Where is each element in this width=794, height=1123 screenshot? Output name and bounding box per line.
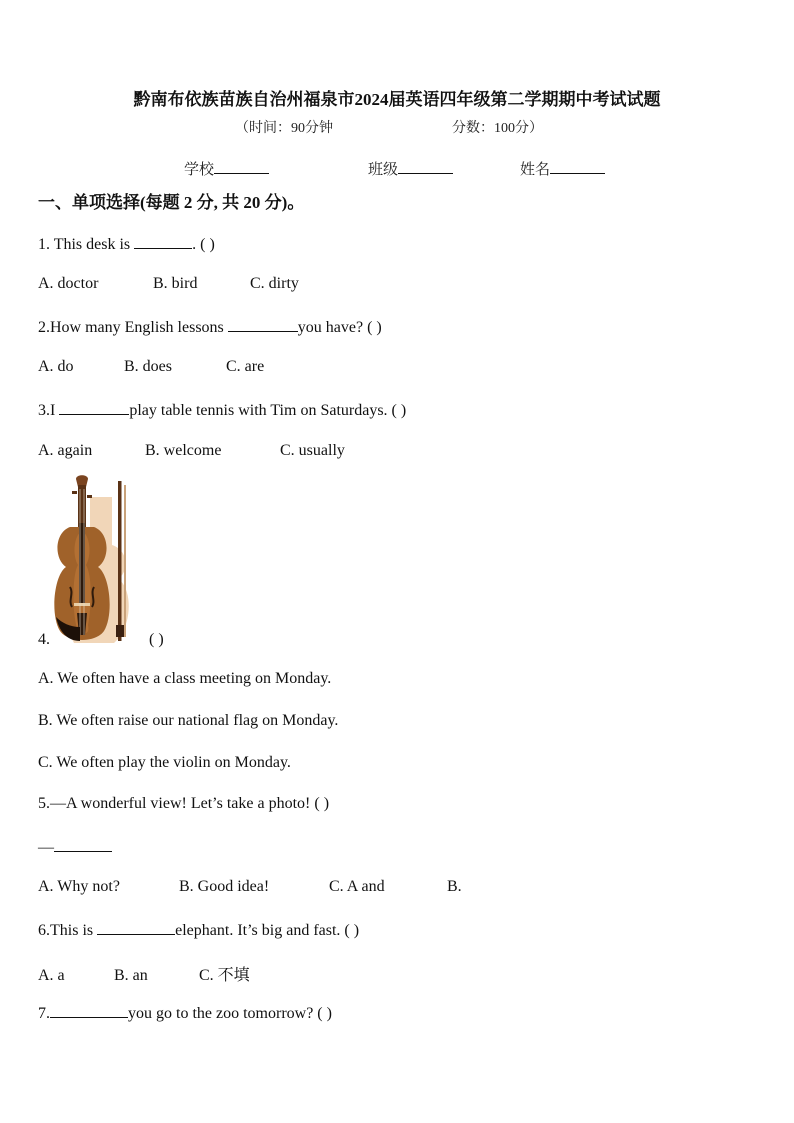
options-3	[38, 442, 345, 460]
page-title: 黔南布依族苗族自治州福泉市2024届英语四年级第二学期期中考试试题	[133, 90, 661, 109]
question-2: 2.How many English lessons you have? ( )	[38, 319, 382, 336]
class-label: 班级	[368, 162, 399, 178]
option-a[interactable]: A. a	[38, 967, 65, 984]
option-c[interactable]: C. dirty	[250, 275, 299, 292]
option-b[interactable]: B. welcome	[145, 442, 222, 459]
name-field[interactable]	[520, 158, 605, 179]
option-b[interactable]: B. Good idea!	[179, 878, 270, 895]
question-1: 1. This desk is . ( )	[38, 236, 215, 253]
option-c[interactable]: C. We often play the violin on Monday.	[38, 754, 291, 771]
answer-paren[interactable]: ( )	[367, 319, 382, 336]
answer-paren[interactable]: ( )	[149, 631, 164, 648]
school-label: 学校	[184, 162, 215, 178]
answer-line: —	[38, 837, 112, 857]
class-field[interactable]	[368, 158, 453, 179]
options-2	[38, 358, 264, 376]
class-blank[interactable]	[398, 159, 453, 174]
answer-paren[interactable]: ( )	[314, 795, 330, 812]
option-a[interactable]: A. Why not?	[38, 878, 120, 895]
question-5: 5.—A wonderful view! Let’s take a photo! ( )	[38, 795, 330, 812]
options-5	[38, 878, 462, 896]
option-b[interactable]: B. bird	[153, 275, 198, 292]
answer-blank[interactable]	[50, 1003, 128, 1018]
answer-paren[interactable]: ( )	[391, 402, 407, 419]
option-a[interactable]: A. do	[38, 358, 74, 375]
violin-icon	[50, 475, 150, 647]
answer-blank[interactable]	[134, 234, 192, 249]
answer-blank[interactable]	[54, 837, 112, 852]
section-heading: 一、单项选择(每题 2 分, 共 20 分)。	[38, 193, 305, 212]
option-c-continued[interactable]: B.	[447, 878, 462, 895]
question-3: 3.I play table tennis with Tim on Saturdays. ( )	[38, 402, 407, 419]
option-a[interactable]: A. again	[38, 442, 93, 459]
option-c[interactable]: C. are	[226, 358, 265, 375]
exam-score: 分数：100分）	[452, 121, 543, 136]
options-1	[38, 275, 299, 293]
option-b[interactable]: B. an	[114, 967, 148, 984]
answer-paren[interactable]: ( )	[317, 1005, 332, 1022]
options-6	[38, 962, 250, 985]
school-blank[interactable]	[214, 159, 269, 174]
name-blank[interactable]	[550, 159, 605, 174]
question-7: 7. you go to the zoo tomorrow? ( )	[38, 1005, 332, 1022]
answer-paren[interactable]: ( )	[200, 236, 215, 253]
school-field[interactable]	[184, 158, 269, 179]
question-6: 6.This is elephant. It’s big and fast. ( )	[38, 922, 360, 939]
name-label: 姓名	[520, 162, 551, 178]
option-b[interactable]: B. does	[124, 358, 172, 375]
exam-time: （时间：90分钟	[235, 121, 333, 136]
option-c[interactable]: C. A and	[329, 878, 385, 895]
option-c[interactable]: C. 不填	[199, 967, 250, 984]
option-a[interactable]: A. We often have a class meeting on Monday.	[38, 670, 332, 687]
answer-blank[interactable]	[97, 920, 175, 935]
option-c[interactable]: C. usually	[280, 442, 345, 459]
question-4: 4.	[38, 631, 50, 648]
answer-paren[interactable]: ( )	[344, 922, 360, 939]
answer-blank[interactable]	[228, 317, 298, 332]
answer-blank[interactable]	[59, 400, 129, 415]
option-a[interactable]: A. doctor	[38, 275, 99, 292]
option-b[interactable]: B. We often raise our national flag on Monday.	[38, 712, 339, 729]
